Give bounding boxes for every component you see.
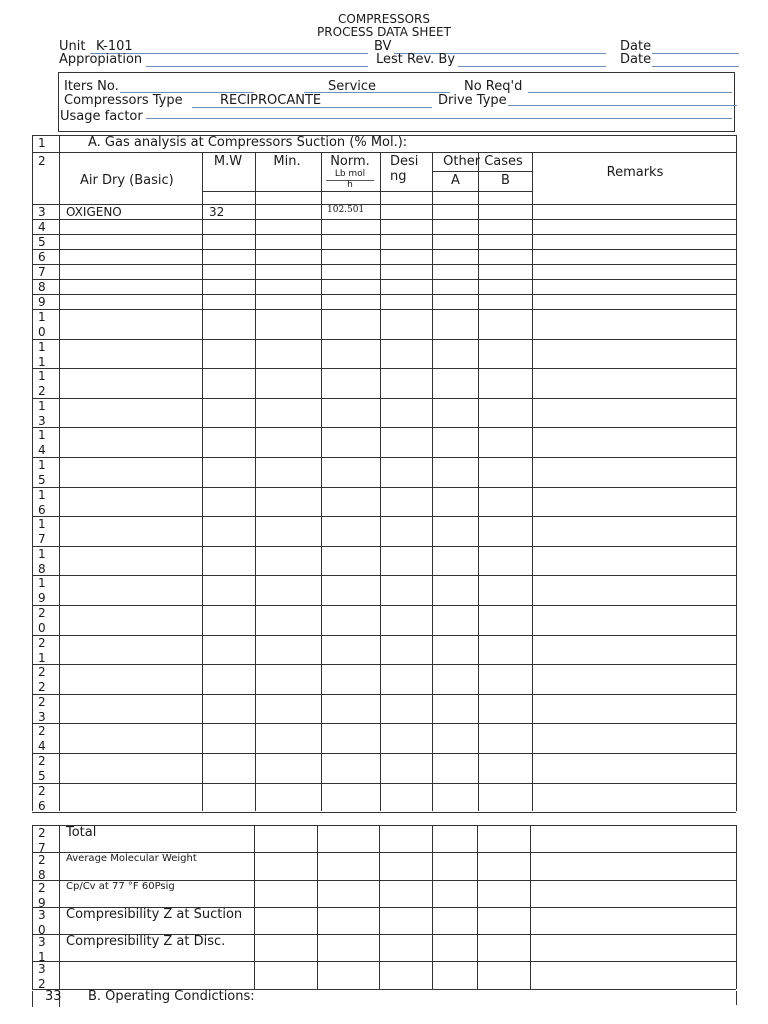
row-number: 29 [38, 881, 46, 910]
norm-unit-denominator: h [347, 180, 353, 190]
row-number: 12 [38, 369, 46, 398]
section-a-title: A. Gas analysis at Compressors Suction (% Mol.): [88, 135, 408, 150]
row-number: 10 [38, 310, 46, 339]
row-number: 16 [38, 488, 46, 517]
row-number: 11 [38, 340, 46, 369]
column-header-other-cases: Other Cases [443, 154, 523, 169]
norm-unit-numerator: Lb mol [334, 169, 366, 179]
row-number: 26 [38, 784, 46, 813]
row-border [32, 294, 736, 295]
unit-value: K-101 [96, 39, 133, 54]
row-number: 23 [38, 695, 46, 724]
row-number: 18 [38, 547, 46, 576]
summary-column-divider [32, 825, 33, 989]
footer-left-border [32, 991, 33, 1007]
column-header-case-b: B [501, 173, 510, 188]
row-number: 20 [38, 606, 46, 635]
other-cases-divider [432, 171, 532, 172]
lest-rev-label: Lest Rev. By [376, 52, 456, 67]
row-number: 33 [45, 989, 62, 1004]
row-border [32, 309, 736, 310]
row-number: 7 [38, 265, 46, 279]
footer-right-border [736, 991, 737, 1005]
row-border [32, 398, 736, 399]
row-border [32, 234, 736, 235]
row-border [32, 812, 736, 813]
row-border [32, 605, 736, 606]
row-1-bottom [32, 152, 736, 153]
row-border [32, 249, 736, 250]
row-number: 2 [38, 154, 46, 168]
row-number: 13 [38, 399, 46, 428]
row-number: 3 [38, 205, 46, 219]
summary-row-label: Total [66, 825, 97, 840]
appropiation-label: Appropiation [59, 52, 143, 67]
column-divider [321, 152, 322, 811]
row-border [32, 487, 736, 488]
column-divider [255, 152, 256, 811]
summary-column-divider [254, 825, 255, 989]
date-underline-1 [652, 53, 739, 54]
column-divider [380, 152, 381, 811]
column-header-norm: Norm. [330, 154, 370, 169]
compressor-type-value: RECIPROCANTE [220, 93, 322, 108]
summary-column-divider [59, 825, 60, 989]
row-border [32, 427, 736, 428]
row-border [32, 339, 736, 340]
service-label: Service [328, 79, 377, 94]
column-divider [478, 152, 479, 811]
header-inner-line [202, 191, 532, 192]
row-border [32, 694, 736, 695]
summary-row-label: Cp/Cv at 77 °F 60Psig [66, 881, 175, 892]
table-right-border [736, 135, 737, 811]
appropiation-underline [146, 66, 368, 67]
row-number: 17 [38, 517, 46, 546]
row-number: 8 [38, 280, 46, 294]
row-number: 24 [38, 724, 46, 753]
row-number: 25 [38, 754, 46, 783]
column-header-design: Desi ng [390, 154, 419, 184]
table-left-border [32, 135, 33, 811]
drive-type-underline [508, 105, 737, 106]
table-num-divider [59, 135, 60, 811]
row-border [32, 575, 736, 576]
service-underline [304, 92, 450, 93]
document-subtitle: PROCESS DATA SHEET [317, 25, 451, 39]
row-border [32, 368, 736, 369]
row-number: 15 [38, 458, 46, 487]
row-border [32, 219, 736, 220]
row-number: 30 [38, 908, 46, 937]
row-border [32, 753, 736, 754]
row-border [32, 723, 736, 724]
date-label-1: Date [620, 39, 652, 54]
row-number: 27 [38, 826, 46, 855]
summary-column-divider [432, 825, 433, 989]
column-header-case-a: A [451, 173, 460, 188]
row-number: 22 [38, 665, 46, 694]
document-title: COMPRESSORS [338, 12, 430, 26]
date-label-2: Date [620, 52, 652, 67]
summary-column-divider [477, 825, 478, 989]
row-border [32, 783, 736, 784]
column-divider [202, 152, 203, 811]
summary-row-label: Average Molecular Weight [66, 853, 197, 864]
row-number: 14 [38, 428, 46, 457]
row-border [32, 635, 736, 636]
unit-label: Unit [59, 39, 86, 54]
usage-factor-underline [146, 118, 732, 119]
row-border [32, 279, 736, 280]
row-number: 5 [38, 235, 46, 249]
row-number: 19 [38, 576, 46, 605]
column-divider [532, 152, 533, 811]
header-bottom [32, 204, 736, 205]
lest-rev-underline [458, 66, 606, 67]
usage-factor-label: Usage factor [60, 109, 143, 124]
summary-column-divider [736, 825, 737, 989]
summary-row-border [32, 961, 736, 962]
row-number: 28 [38, 853, 46, 882]
no-req-label: No Req'd [464, 79, 523, 94]
component-mw: 32 [209, 205, 225, 219]
row-border [32, 546, 736, 547]
column-header-remarks: Remarks [606, 165, 664, 180]
section-b-title: B. Operating Condictions: [88, 989, 255, 1004]
row-number: 9 [38, 295, 46, 309]
summary-column-divider [530, 825, 531, 989]
summary-column-divider [379, 825, 380, 989]
row-number: 32 [38, 962, 46, 991]
row-number: 1 [38, 136, 46, 150]
component-norm: 102.501 [327, 205, 365, 215]
no-req-underline [528, 92, 732, 93]
compressor-type-underline [192, 107, 432, 108]
summary-row-label: Compresibility Z at Suction [66, 907, 243, 922]
component-name: OXIGENO [66, 205, 122, 219]
row-border [32, 664, 736, 665]
compressor-type-label: Compressors Type [64, 93, 183, 108]
date-underline-2 [652, 66, 739, 67]
row-number: 6 [38, 250, 46, 264]
column-header-min: Min. [273, 154, 301, 169]
bv-label: BV [374, 39, 392, 54]
row-number: 4 [38, 220, 46, 234]
row-border [32, 264, 736, 265]
row-number: 31 [38, 935, 46, 964]
row-number: 21 [38, 636, 46, 665]
column-header-mw: M.W [213, 154, 243, 169]
iters-label: Iters No. [64, 79, 119, 94]
summary-column-divider [317, 825, 318, 989]
column-header-air-dry: Air Dry (Basic) [80, 173, 174, 188]
drive-type-label: Drive Type [438, 93, 507, 108]
column-divider [432, 152, 433, 811]
summary-row-label: Compresibility Z at Disc. [66, 934, 226, 949]
row-border [32, 516, 736, 517]
row-border [32, 457, 736, 458]
